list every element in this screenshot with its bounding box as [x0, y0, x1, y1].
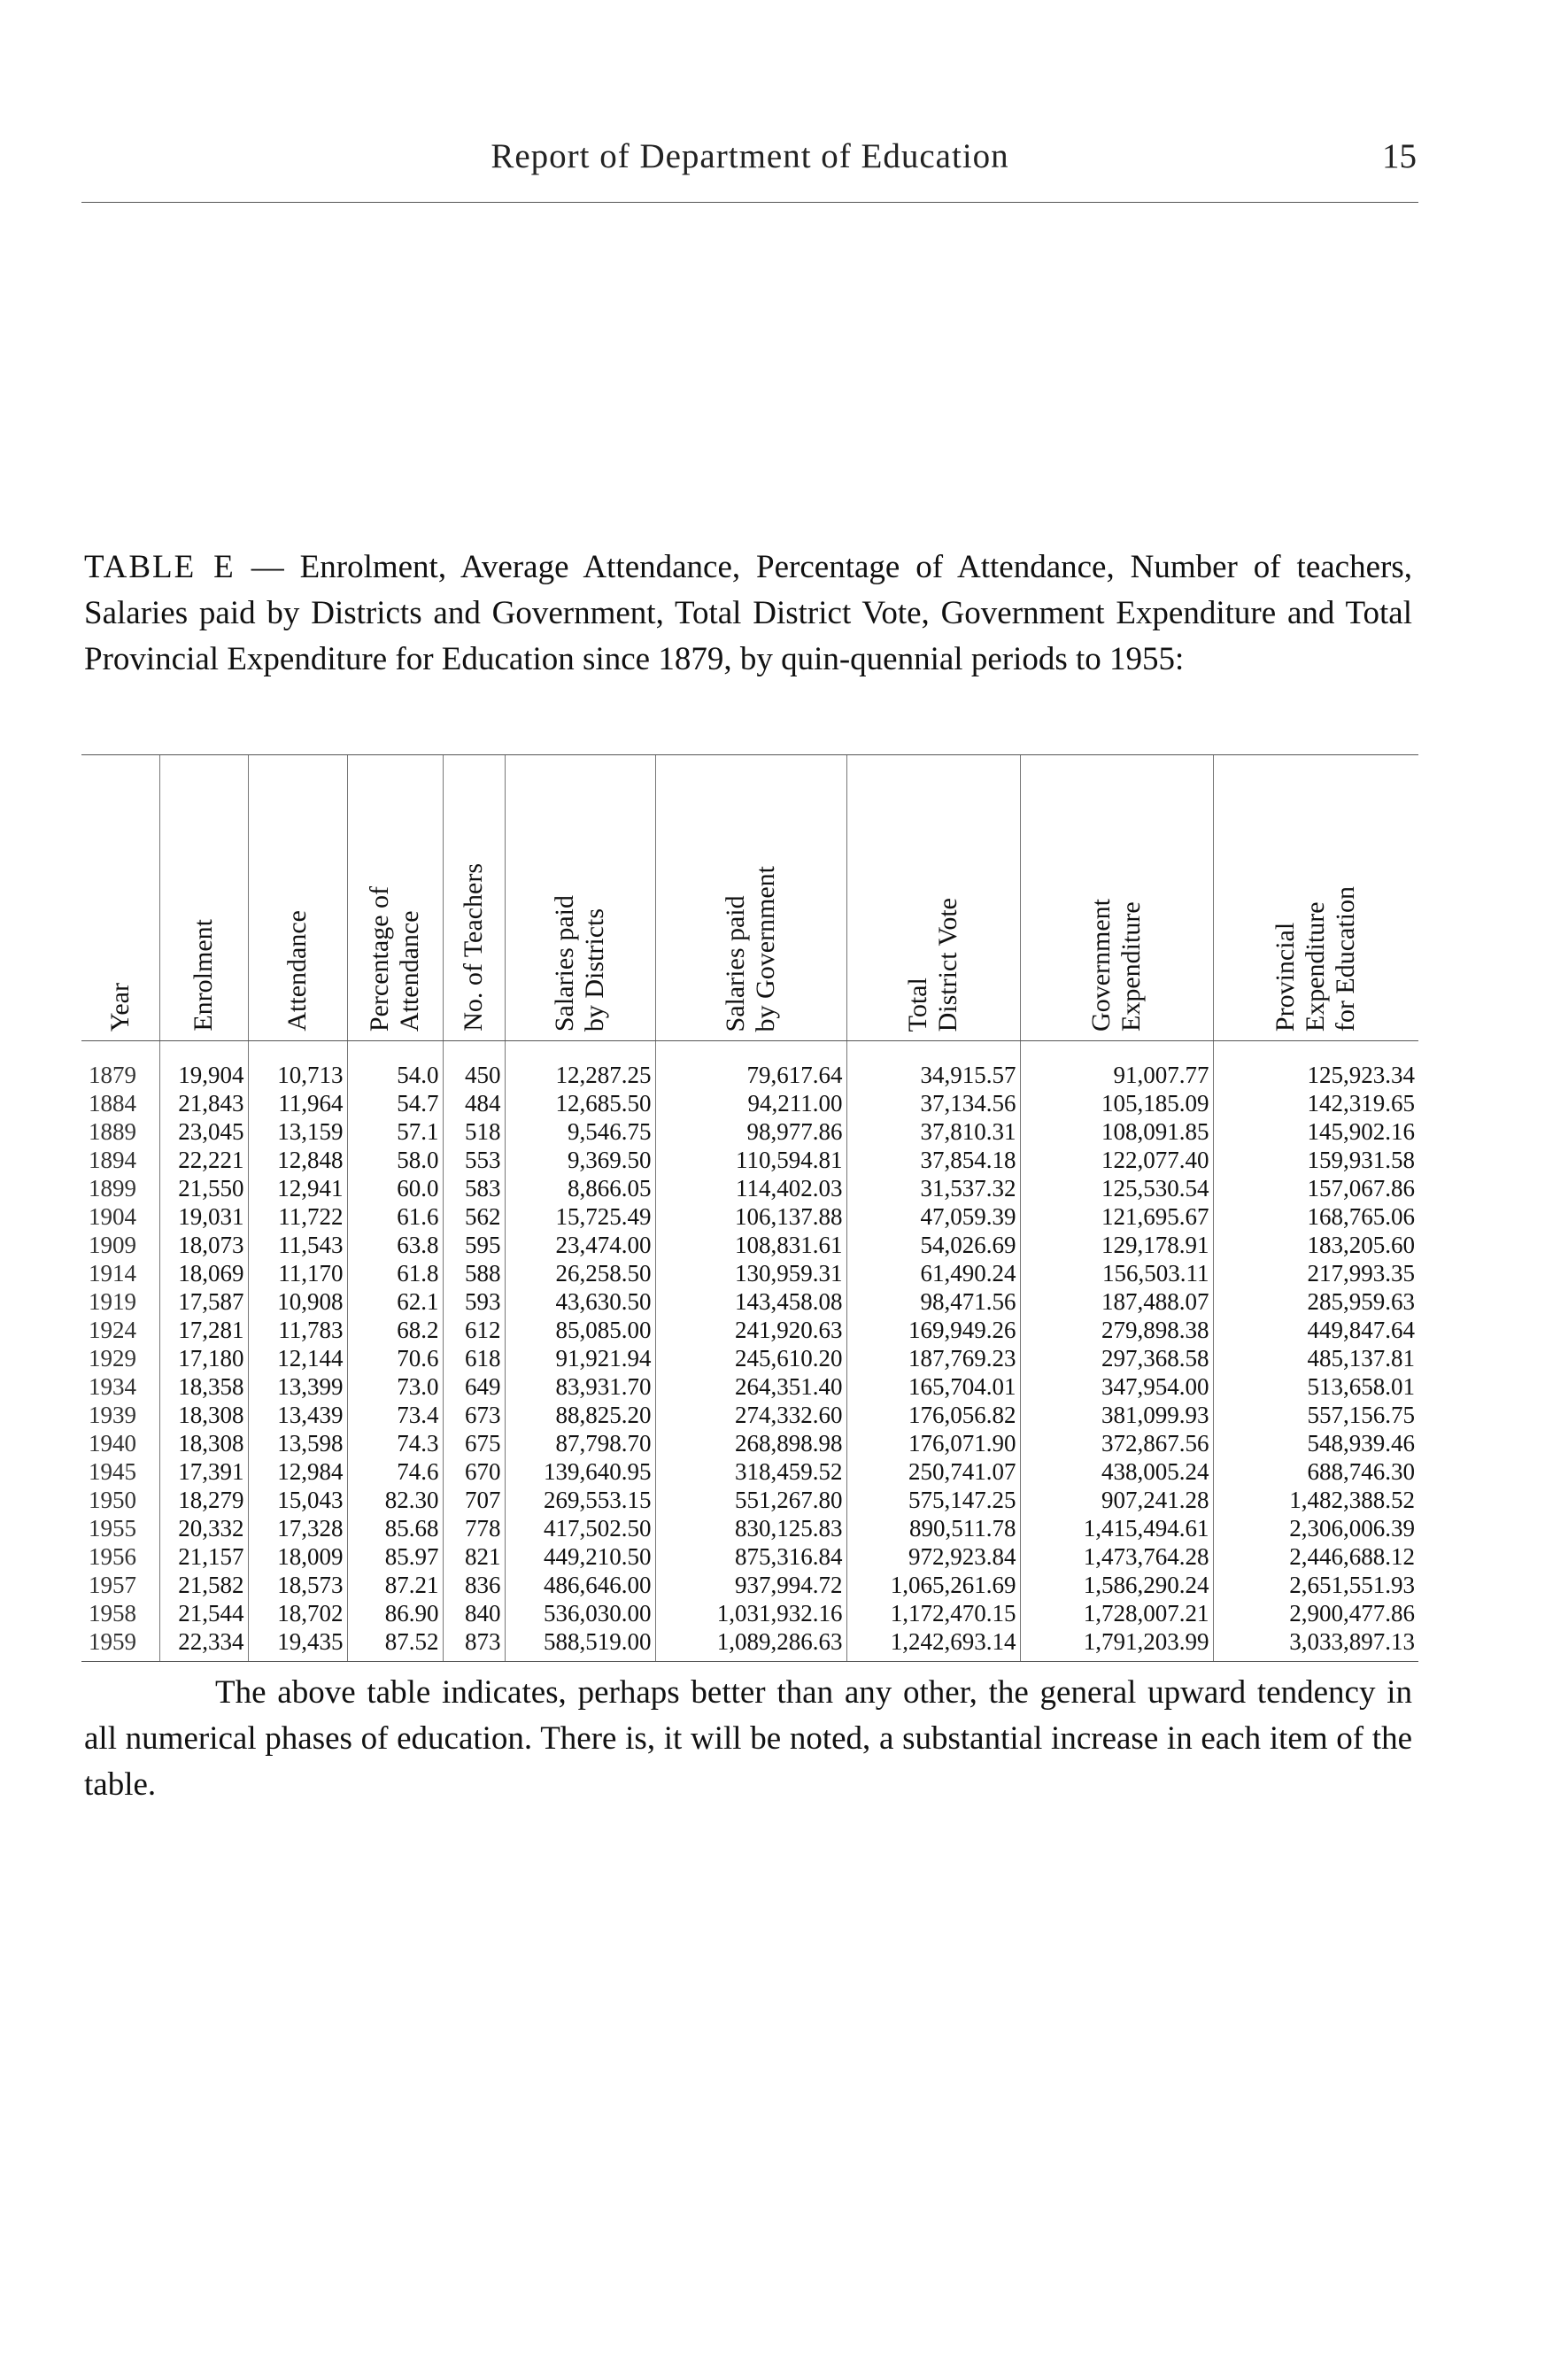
table-cell: 1,065,261.69 — [846, 1571, 1020, 1599]
table-row — [81, 1041, 1418, 1090]
column-header-label: Salaries paid by Government — [721, 865, 780, 1032]
table-cell: 595 — [443, 1231, 505, 1259]
table-cell: 12,685.50 — [505, 1089, 655, 1117]
table-cell: 106,137.88 — [655, 1202, 846, 1231]
table-cell: 17,328 — [248, 1514, 347, 1542]
table-row — [81, 1287, 1418, 1316]
table-cell: 12,848 — [248, 1146, 347, 1174]
table-cell: 23,474.00 — [505, 1231, 655, 1259]
table-row — [81, 1542, 1418, 1571]
table-cell: 54,026.69 — [846, 1231, 1020, 1259]
table-cell: 673 — [443, 1401, 505, 1429]
table-cell: 518 — [443, 1117, 505, 1146]
table-cell: 18,073 — [159, 1231, 248, 1259]
table-row — [81, 1316, 1418, 1344]
table-cell: 34,915.57 — [846, 1041, 1020, 1090]
year-cell: 1950 — [89, 1487, 136, 1513]
table-cell: 8,866.05 — [505, 1174, 655, 1202]
table-cell: 2,651,551.93 — [1213, 1571, 1418, 1599]
column-header-label: Percentage of Attendance — [365, 885, 424, 1032]
column-header-provincial-expenditure — [1213, 755, 1418, 1041]
table-cell: 11,722 — [248, 1202, 347, 1231]
statistics-table — [81, 754, 1418, 1662]
running-title: Report of Department of Education — [491, 137, 1009, 175]
table-cell: 85,085.00 — [505, 1316, 655, 1344]
table-cell: 168,765.06 — [1213, 1202, 1418, 1231]
year-cell: 1879 — [89, 1062, 136, 1088]
table-cell: 1,586,290.24 — [1020, 1571, 1213, 1599]
table-cell: 9,369.50 — [505, 1146, 655, 1174]
table-row — [81, 1231, 1418, 1259]
year-cell: 1957 — [89, 1572, 136, 1598]
table-cell: 10,713 — [248, 1041, 347, 1090]
table-cell: 318,459.52 — [655, 1457, 846, 1486]
table-cell: 61,490.24 — [846, 1259, 1020, 1287]
column-header-government-expenditure — [1020, 755, 1213, 1041]
table-cell: 11,543 — [248, 1231, 347, 1259]
caption-dash: — — [235, 549, 300, 585]
year-cell: 1959 — [81, 1627, 159, 1662]
table-row — [81, 1627, 1418, 1662]
table-cell: 18,308 — [159, 1401, 248, 1429]
column-header-enrolment — [159, 755, 248, 1041]
table-cell: 37,854.18 — [846, 1146, 1020, 1174]
table-cell: 821 — [443, 1542, 505, 1571]
table-cell: 12,984 — [248, 1457, 347, 1486]
table-cell: 26,258.50 — [505, 1259, 655, 1287]
table-cell: 13,439 — [248, 1401, 347, 1429]
table-cell: 15,725.49 — [505, 1202, 655, 1231]
table-cell: 19,904 — [159, 1041, 248, 1090]
table-cell: 22,221 — [159, 1146, 248, 1174]
table-cell: 68.2 — [347, 1316, 443, 1344]
table-cell: 73.0 — [347, 1372, 443, 1401]
year-cell: 1934 — [89, 1373, 136, 1400]
table-cell: 18,279 — [159, 1486, 248, 1514]
table-cell: 87,798.70 — [505, 1429, 655, 1457]
table-row — [81, 1457, 1418, 1486]
table-cell: 649 — [443, 1372, 505, 1401]
table-cell: 1,089,286.63 — [655, 1627, 846, 1662]
table-cell: 94,211.00 — [655, 1089, 846, 1117]
table-cell: 21,843 — [159, 1089, 248, 1117]
column-header-label: Attendance — [282, 910, 312, 1032]
table-cell: 87.21 — [347, 1571, 443, 1599]
table-cell: 450 — [443, 1041, 505, 1090]
table-cell: 125,923.34 — [1213, 1041, 1418, 1090]
table-cell: 37,134.56 — [846, 1089, 1020, 1117]
table-cell: 10,908 — [248, 1287, 347, 1316]
table-cell: 937,994.72 — [655, 1571, 846, 1599]
table-cell: 98,471.56 — [846, 1287, 1020, 1316]
year-cell: 1955 — [89, 1515, 136, 1542]
table-body — [81, 1041, 1418, 1662]
table-row — [81, 1429, 1418, 1457]
table-cell: 13,159 — [248, 1117, 347, 1146]
table-cell: 670 — [443, 1457, 505, 1486]
table-cell: 63.8 — [347, 1231, 443, 1259]
table-cell: 264,351.40 — [655, 1372, 846, 1401]
table-cell: 21,544 — [159, 1599, 248, 1627]
table-cell: 22,334 — [159, 1627, 248, 1662]
table-row — [81, 1259, 1418, 1287]
table-cell: 557,156.75 — [1213, 1401, 1418, 1429]
table-cell: 83,931.70 — [505, 1372, 655, 1401]
year-cell: 1909 — [89, 1232, 136, 1258]
table-cell: 74.6 — [347, 1457, 443, 1486]
table-cell: 438,005.24 — [1020, 1457, 1213, 1486]
year-cell: 1899 — [89, 1175, 136, 1202]
table-cell: 62.1 — [347, 1287, 443, 1316]
table-row — [81, 1401, 1418, 1429]
table-row — [81, 1146, 1418, 1174]
table-cell: 142,319.65 — [1213, 1089, 1418, 1117]
table-cell: 588,519.00 — [505, 1627, 655, 1662]
year-cell: 1929 — [89, 1345, 136, 1372]
table-cell: 143,458.08 — [655, 1287, 846, 1316]
table-cell: 1,791,203.99 — [1020, 1627, 1213, 1662]
column-header-label: Provincial Expenditure for Education — [1271, 885, 1361, 1032]
table-cell: 108,831.61 — [655, 1231, 846, 1259]
table-cell: 553 — [443, 1146, 505, 1174]
column-header-salaries-districts — [505, 755, 655, 1041]
table-cell: 70.6 — [347, 1344, 443, 1372]
table-cell: 279,898.38 — [1020, 1316, 1213, 1344]
table-cell: 183,205.60 — [1213, 1231, 1418, 1259]
table-cell: 707 — [443, 1486, 505, 1514]
table-cell: 157,067.86 — [1213, 1174, 1418, 1202]
table-cell: 85.97 — [347, 1542, 443, 1571]
table-cell: 347,954.00 — [1020, 1372, 1213, 1401]
table-cell: 583 — [443, 1174, 505, 1202]
table-cell: 58.0 — [347, 1146, 443, 1174]
table-cell: 972,923.84 — [846, 1542, 1020, 1571]
table-cell: 176,056.82 — [846, 1401, 1020, 1429]
year-cell: 1945 — [89, 1458, 136, 1485]
table-cell: 12,144 — [248, 1344, 347, 1372]
table-cell: 114,402.03 — [655, 1174, 846, 1202]
table-cell: 82.30 — [347, 1486, 443, 1514]
table-cell: 484 — [443, 1089, 505, 1117]
table-cell: 18,009 — [248, 1542, 347, 1571]
table-cell: 43,630.50 — [505, 1287, 655, 1316]
table-cell: 86.90 — [347, 1599, 443, 1627]
table-cell: 156,503.11 — [1020, 1259, 1213, 1287]
table-cell: 17,281 — [159, 1316, 248, 1344]
table-cell: 449,210.50 — [505, 1542, 655, 1571]
year-cell: 1884 — [89, 1090, 136, 1117]
year-cell: 1924 — [89, 1317, 136, 1343]
column-header-label: Enrolment — [189, 919, 218, 1032]
table-cell: 18,573 — [248, 1571, 347, 1599]
column-header-label: Total District Vote — [903, 897, 962, 1032]
running-head — [81, 131, 1418, 203]
column-header-year — [81, 755, 159, 1041]
table-cell: 18,308 — [159, 1429, 248, 1457]
column-header-label: Government Expenditure — [1086, 899, 1146, 1032]
table-cell: 74.3 — [347, 1429, 443, 1457]
year-cell: 1939 — [89, 1402, 136, 1428]
table-cell: 588 — [443, 1259, 505, 1287]
table-cell: 37,810.31 — [846, 1117, 1020, 1146]
table-cell: 13,399 — [248, 1372, 347, 1401]
table-cell: 778 — [443, 1514, 505, 1542]
year-cell: 1889 — [89, 1118, 136, 1145]
table-cell: 88,825.20 — [505, 1401, 655, 1429]
table-cell: 165,704.01 — [846, 1372, 1020, 1401]
table-cell: 130,959.31 — [655, 1259, 846, 1287]
table-cell: 31,537.32 — [846, 1174, 1020, 1202]
table-row — [81, 1117, 1418, 1146]
year-cell: 1904 — [89, 1203, 136, 1230]
table-cell: 1,415,494.61 — [1020, 1514, 1213, 1542]
table-cell: 98,977.86 — [655, 1117, 846, 1146]
table-cell: 548,939.46 — [1213, 1429, 1418, 1457]
column-header-percentage-attendance — [347, 755, 443, 1041]
year-cell: 1958 — [89, 1600, 136, 1627]
table-cell: 11,783 — [248, 1316, 347, 1344]
table-cell: 297,368.58 — [1020, 1344, 1213, 1372]
table-cell: 1,172,470.15 — [846, 1599, 1020, 1627]
table-row — [81, 1571, 1418, 1599]
table-row — [81, 1202, 1418, 1231]
table-cell: 907,241.28 — [1020, 1486, 1213, 1514]
table-cell: 121,695.67 — [1020, 1202, 1213, 1231]
table-cell: 79,617.64 — [655, 1041, 846, 1090]
table-cell: 61.8 — [347, 1259, 443, 1287]
table-cell: 2,900,477.86 — [1213, 1599, 1418, 1627]
table-cell: 250,741.07 — [846, 1457, 1020, 1486]
column-header-label: No. of Teachers — [459, 863, 488, 1032]
table-row — [81, 1599, 1418, 1627]
table-cell: 18,069 — [159, 1259, 248, 1287]
table-cell: 513,658.01 — [1213, 1372, 1418, 1401]
table-cell: 20,332 — [159, 1514, 248, 1542]
table-cell: 217,993.35 — [1213, 1259, 1418, 1287]
table-cell: 562 — [443, 1202, 505, 1231]
table-cell: 159,931.58 — [1213, 1146, 1418, 1174]
table-cell: 91,921.94 — [505, 1344, 655, 1372]
table-cell: 187,769.23 — [846, 1344, 1020, 1372]
table-cell: 17,391 — [159, 1457, 248, 1486]
table-cell: 536,030.00 — [505, 1599, 655, 1627]
table-cell: 110,594.81 — [655, 1146, 846, 1174]
table-cell: 47,059.39 — [846, 1202, 1020, 1231]
table-row — [81, 1344, 1418, 1372]
statistics-table-container — [81, 754, 1418, 1662]
table-cell: 2,306,006.39 — [1213, 1514, 1418, 1542]
year-cell: 1919 — [89, 1288, 136, 1315]
table-cell: 618 — [443, 1344, 505, 1372]
year-cell: 1914 — [89, 1260, 136, 1287]
table-label: TABLE E — [84, 549, 236, 585]
table-cell: 169,949.26 — [846, 1316, 1020, 1344]
column-header-label: Salaries paid by Districts — [550, 894, 609, 1032]
table-cell: 1,031,932.16 — [655, 1599, 846, 1627]
table-cell: 268,898.98 — [655, 1429, 846, 1457]
table-cell: 19,031 — [159, 1202, 248, 1231]
table-cell: 18,358 — [159, 1372, 248, 1401]
table-cell: 836 — [443, 1571, 505, 1599]
table-cell: 129,178.91 — [1020, 1231, 1213, 1259]
table-cell: 486,646.00 — [505, 1571, 655, 1599]
table-caption — [84, 545, 1412, 683]
table-cell: 18,702 — [248, 1599, 347, 1627]
table-cell: 1,473,764.28 — [1020, 1542, 1213, 1571]
closing-paragraph: The above table indicates, perhaps better than any other, the general upward tendency in all numerical phases of education. There is, it will be noted, a substantial increase in each item of the table. — [84, 1674, 1412, 1803]
table-cell: 15,043 — [248, 1486, 347, 1514]
table-cell: 125,530.54 — [1020, 1174, 1213, 1202]
table-cell: 875,316.84 — [655, 1542, 846, 1571]
column-header-teachers — [443, 755, 505, 1041]
table-cell: 21,582 — [159, 1571, 248, 1599]
table-cell: 11,964 — [248, 1089, 347, 1117]
table-cell: 381,099.93 — [1020, 1401, 1213, 1429]
column-header-district-vote — [846, 755, 1020, 1041]
table-cell: 840 — [443, 1599, 505, 1627]
table-cell: 575,147.25 — [846, 1486, 1020, 1514]
column-header-label: Year — [104, 982, 135, 1032]
table-cell: 830,125.83 — [655, 1514, 846, 1542]
table-cell: 105,185.09 — [1020, 1089, 1213, 1117]
table-cell: 372,867.56 — [1020, 1429, 1213, 1457]
table-row — [81, 1486, 1418, 1514]
table-cell: 85.68 — [347, 1514, 443, 1542]
table-cell: 87.52 — [347, 1627, 443, 1662]
table-cell: 73.4 — [347, 1401, 443, 1429]
table-cell: 245,610.20 — [655, 1344, 846, 1372]
table-cell: 21,157 — [159, 1542, 248, 1571]
table-row — [81, 1372, 1418, 1401]
table-cell: 1,242,693.14 — [846, 1627, 1020, 1662]
page-number: 15 — [1382, 137, 1417, 175]
table-cell: 23,045 — [159, 1117, 248, 1146]
table-cell: 269,553.15 — [505, 1486, 655, 1514]
column-header-attendance — [248, 755, 347, 1041]
table-cell: 11,170 — [248, 1259, 347, 1287]
table-cell: 176,071.90 — [846, 1429, 1020, 1457]
table-cell: 19,435 — [248, 1627, 347, 1662]
table-cell: 61.6 — [347, 1202, 443, 1231]
table-header-row — [81, 755, 1418, 1041]
year-cell: 1940 — [89, 1430, 136, 1457]
table-cell: 17,587 — [159, 1287, 248, 1316]
table-cell: 108,091.85 — [1020, 1117, 1213, 1146]
table-cell: 122,077.40 — [1020, 1146, 1213, 1174]
table-cell: 612 — [443, 1316, 505, 1344]
table-cell: 139,640.95 — [505, 1457, 655, 1486]
table-cell: 2,446,688.12 — [1213, 1542, 1418, 1571]
table-cell: 675 — [443, 1429, 505, 1457]
table-cell: 890,511.78 — [846, 1514, 1020, 1542]
table-cell: 551,267.80 — [655, 1486, 846, 1514]
table-row — [81, 1174, 1418, 1202]
table-cell: 91,007.77 — [1020, 1041, 1213, 1090]
table-cell: 1,728,007.21 — [1020, 1599, 1213, 1627]
table-cell: 9,546.75 — [505, 1117, 655, 1146]
table-cell: 57.1 — [347, 1117, 443, 1146]
year-cell: 1894 — [89, 1147, 136, 1173]
table-cell: 417,502.50 — [505, 1514, 655, 1542]
table-cell: 13,598 — [248, 1429, 347, 1457]
table-cell: 145,902.16 — [1213, 1117, 1418, 1146]
table-cell: 187,488.07 — [1020, 1287, 1213, 1316]
table-cell: 21,550 — [159, 1174, 248, 1202]
table-cell: 17,180 — [159, 1344, 248, 1372]
column-header-salaries-government — [655, 755, 846, 1041]
table-cell: 593 — [443, 1287, 505, 1316]
table-cell: 60.0 — [347, 1174, 443, 1202]
table-row — [81, 1089, 1418, 1117]
table-cell: 274,332.60 — [655, 1401, 846, 1429]
table-row — [81, 1514, 1418, 1542]
table-cell: 241,920.63 — [655, 1316, 846, 1344]
table-cell: 54.7 — [347, 1089, 443, 1117]
table-cell: 54.0 — [347, 1041, 443, 1090]
table-cell: 285,959.63 — [1213, 1287, 1418, 1316]
table-cell: 688,746.30 — [1213, 1457, 1418, 1486]
table-cell: 449,847.64 — [1213, 1316, 1418, 1344]
table-cell: 12,941 — [248, 1174, 347, 1202]
table-cell: 3,033,897.13 — [1213, 1627, 1418, 1662]
year-cell: 1956 — [89, 1543, 136, 1570]
caption-text: Enrolment, Average Attendance, Percentage of Attendance, Number of teachers, Salaries paid by Districts and Government, Total District Vote, Government Expenditure and Total Provincial Expenditure for Education since 1879, by quin-quennial periods to 1955: — [84, 549, 1412, 677]
table-cell: 485,137.81 — [1213, 1344, 1418, 1372]
table-cell: 873 — [443, 1627, 505, 1662]
table-cell: 1,482,388.52 — [1213, 1486, 1418, 1514]
table-cell: 12,287.25 — [505, 1041, 655, 1090]
